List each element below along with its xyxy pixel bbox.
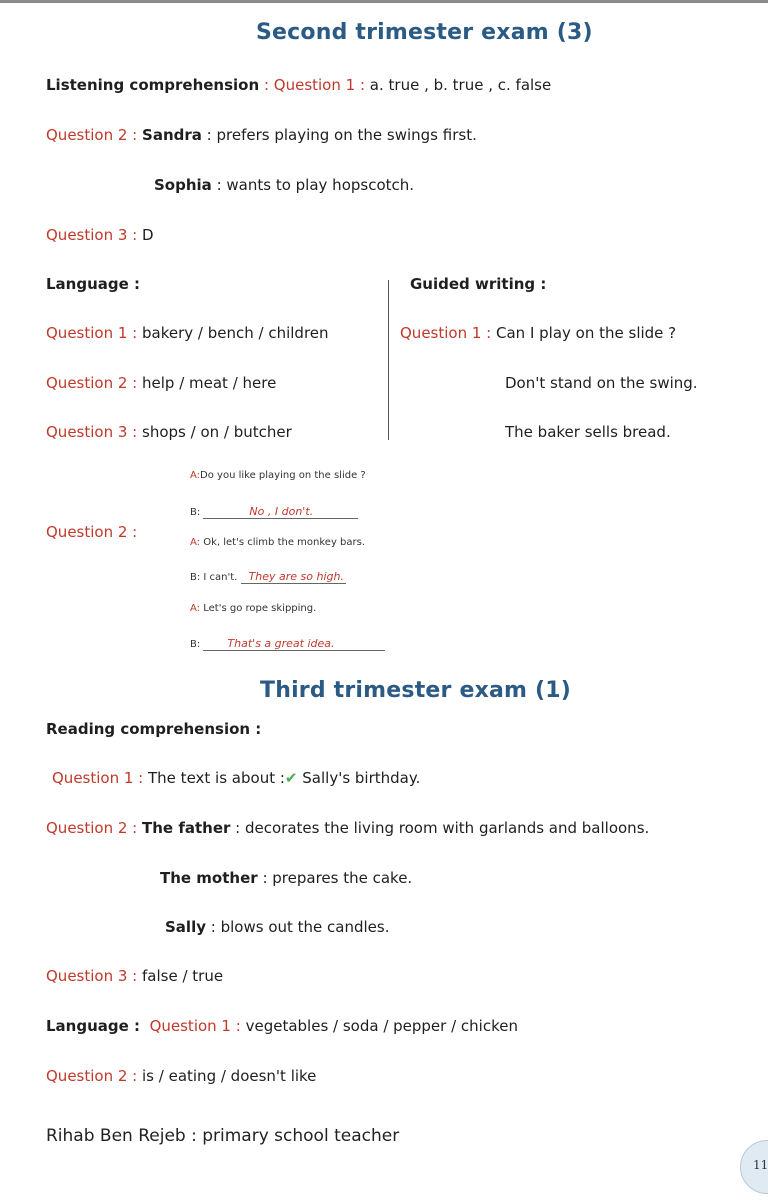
reading-q2-text2: : prepares the cake.: [262, 869, 413, 887]
reading-q2-row3: [165, 918, 390, 936]
section1-title: Second trimester exam (3): [256, 20, 593, 45]
check-icon: ✔: [284, 769, 298, 787]
reading-label: Reading comprehension :: [46, 720, 262, 738]
dialog-b2-prefix: I can't.: [203, 572, 238, 583]
reading-q2-text1: : decorates the living room with garlands and balloons.: [235, 819, 650, 837]
language2-q2-row: [46, 1067, 316, 1085]
reading-q3-row: [46, 967, 223, 985]
dialog-b1-answer: No , I don't.: [249, 505, 314, 518]
reading-q2-text3: : blows out the candles.: [210, 918, 390, 936]
language2-q1-row: [46, 1017, 518, 1035]
language-q2-label: Question 2 :: [46, 374, 138, 392]
dialog-b2-blank: [241, 570, 346, 584]
listening-q3-label: Question 3 :: [46, 226, 138, 244]
column-divider: [388, 280, 389, 440]
dialog-b1-speaker: B:: [190, 507, 201, 518]
dialog-a2-text: Ok, let's climb the monkey bars.: [203, 537, 366, 548]
guided-writing-label: Guided writing :: [410, 275, 547, 293]
listening-q3-answer: D: [142, 226, 154, 244]
listening-label: Listening comprehension: [46, 76, 260, 94]
reading-q2-label: Question 2 :: [46, 819, 138, 837]
reading-q2-name1: The father: [142, 819, 231, 837]
guided-q1-label: Question 1 :: [400, 324, 492, 342]
dialog-line-a2: [190, 537, 365, 548]
dialog-b1-blank: [203, 505, 358, 519]
reading-q2-row: [46, 819, 649, 837]
dialog-a2-speaker: A:: [190, 537, 201, 548]
listening-q2-row: [46, 126, 477, 144]
guided-line1: Can I play on the slide ?: [496, 324, 677, 342]
dialog-q2-label: Question 2 :: [46, 523, 138, 541]
dialog-line-a3: [190, 603, 316, 614]
dialog-line-b1: [190, 505, 358, 519]
top-border: [0, 0, 768, 3]
language2-label: Language :: [46, 1017, 141, 1035]
footer-author: Rihab Ben Rejeb : primary school teacher: [46, 1126, 400, 1146]
listening-q2-name2: Sophia: [154, 176, 212, 194]
dialog-a1-speaker: A:: [190, 470, 201, 481]
section2-title: Third trimester exam (1): [260, 678, 572, 703]
dialog-b3-answer: That's a great idea.: [227, 637, 335, 650]
dialog-line-b2: [190, 570, 346, 584]
language-q1-label: Question 1 :: [46, 324, 138, 342]
reading-q2-name2: The mother: [160, 869, 258, 887]
language-q3-row: [46, 423, 292, 441]
listening-q1-answer: a. true , b. true , c. false: [369, 76, 552, 94]
language2-q1-label: Question 1 :: [149, 1017, 241, 1035]
dialog-b3-speaker: B:: [190, 639, 201, 650]
listening-q2-row2: [154, 176, 414, 194]
reading-q1-prefix: The text is about :: [148, 769, 285, 787]
dialog-line-b3: [190, 637, 385, 651]
reading-q1-label: Question 1 :: [52, 769, 144, 787]
language-label: Language :: [46, 275, 141, 293]
listening-row: [46, 76, 551, 94]
reading-q1-answer: Sally's birthday.: [302, 769, 421, 787]
guided-line3: The baker sells bread.: [505, 423, 671, 441]
dialog-a1-text: Do you like playing on the slide ?: [200, 470, 366, 481]
listening-q2-text1: : prefers playing on the swings first.: [206, 126, 477, 144]
reading-q2-row2: [160, 869, 412, 887]
language-q3-label: Question 3 :: [46, 423, 138, 441]
language-q3-answer: shops / on / butcher: [142, 423, 292, 441]
language-q1-answer: bakery / bench / children: [142, 324, 329, 342]
reading-q3-answer: false / true: [142, 967, 224, 985]
page-number-badge: [740, 1140, 768, 1194]
dialog-b2-answer: They are so high.: [248, 570, 344, 583]
listening-q2-name1: Sandra: [142, 126, 202, 144]
reading-q2-name3: Sally: [165, 918, 206, 936]
dialog-b3-blank: [203, 637, 385, 651]
reading-q1-row: [52, 769, 420, 787]
dialog-a3-text: Let's go rope skipping.: [203, 603, 317, 614]
language2-q2-label: Question 2 :: [46, 1067, 138, 1085]
guided-line2: Don't stand on the swing.: [505, 374, 698, 392]
listening-q2-text2: : wants to play hopscotch.: [216, 176, 415, 194]
listening-q1-label: Question 1 :: [273, 76, 366, 94]
language-q1-row: [46, 324, 329, 342]
language-q2-answer: help / meat / here: [142, 374, 277, 392]
dialog-line-a1: [190, 470, 366, 481]
dialog-a3-speaker: A:: [190, 603, 201, 614]
listening-colon: :: [263, 76, 269, 94]
listening-q3-row: [46, 226, 154, 244]
page-number: 11: [753, 1158, 768, 1172]
language2-q2-answer: is / eating / doesn't like: [142, 1067, 317, 1085]
dialog-b2-speaker: B:: [190, 572, 201, 583]
guided-q1-row: [400, 324, 676, 342]
language2-q1-answer: vegetables / soda / pepper / chicken: [245, 1017, 518, 1035]
reading-q3-label: Question 3 :: [46, 967, 138, 985]
language-q2-row: [46, 374, 276, 392]
listening-q2-label: Question 2 :: [46, 126, 138, 144]
